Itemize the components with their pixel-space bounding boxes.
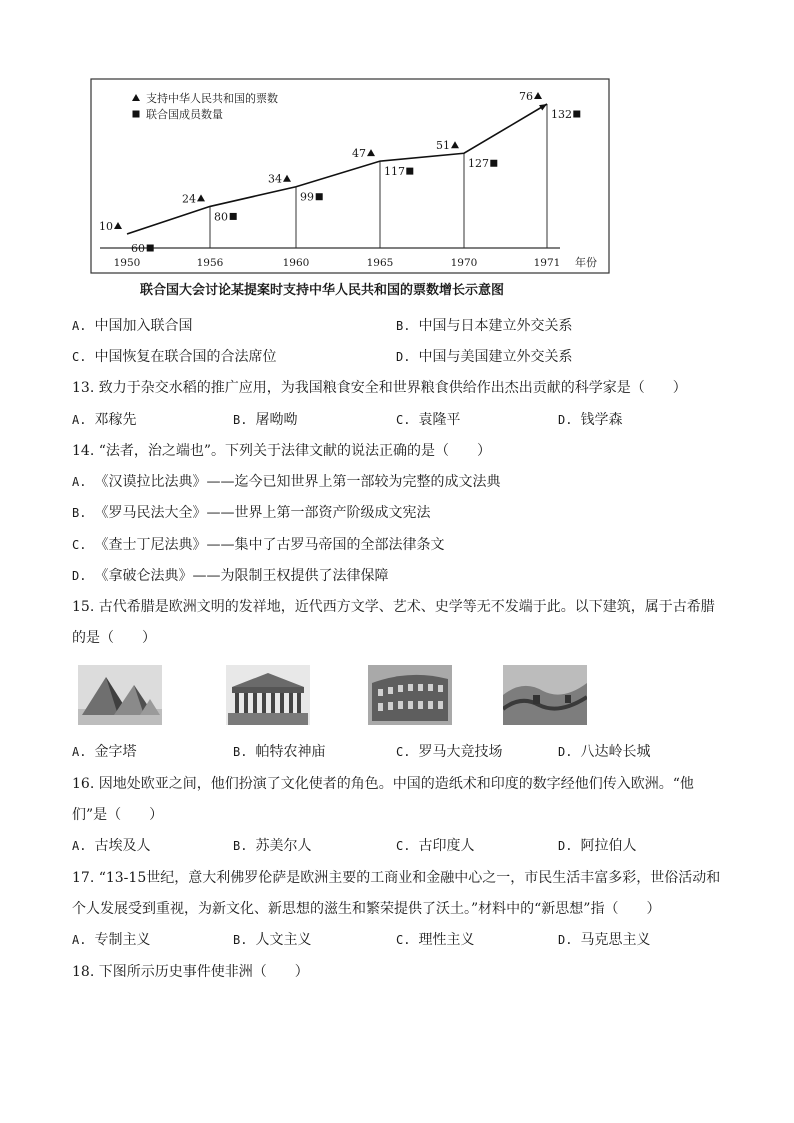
q17-stem-line-1: 17. “13-15世纪，意大利佛罗伦萨是欧洲主要的工商业和金融中心之一，市民生活丰富多彩，世俗活动和	[72, 870, 721, 886]
q12-option-b[interactable]: B. 中国与日本建立外交关系	[396, 318, 573, 334]
q15-option-b[interactable]: B. 帕特农神庙	[233, 744, 326, 760]
q15-stem-line-1: 15. 古代希腊是欧洲文明的发祥地，近代西方文学、艺术、史学等无不发端于此。以下建筑，属于古希腊	[72, 599, 715, 615]
q14-stem: 14. “法者，治之端也”。下列关于法律文献的说法正确的是（ ）	[72, 443, 492, 459]
q15-option-d[interactable]: D. 八达岭长城	[558, 744, 651, 760]
q12-option-d[interactable]: D. 中国与美国建立外交关系	[396, 349, 573, 365]
chart-caption: 联合国大会讨论某提案时支持中华人民共和国的票数增长示意图	[140, 283, 505, 298]
data-label-members: 127	[468, 157, 489, 171]
data-point-votes	[367, 149, 375, 156]
great-wall-photo	[503, 665, 587, 725]
q12-option-a[interactable]: A. 中国加入联合国	[72, 318, 193, 334]
data-label-members: 132	[551, 108, 572, 121]
legend-label-members: 联合国成员数量	[146, 108, 223, 121]
q17-option-a[interactable]: A. 专制主义	[72, 932, 151, 948]
q17-stem-line-2: 个人发展受到重视，为新文化、新思想的滋生和繁荣提供了沃土。”材料中的“新思想”指（ ）	[72, 901, 661, 917]
x-tick-label: 1950	[113, 257, 141, 269]
q16-stem-line-2: 们”是（ ）	[72, 807, 164, 823]
data-point-votes	[283, 175, 291, 182]
q15-stem-line-2: 的是（ ）	[72, 630, 156, 646]
data-label-members: 99	[300, 190, 314, 204]
q16-option-c[interactable]: C. 古印度人	[396, 838, 475, 854]
q13-option-d[interactable]: D. 钱学森	[558, 412, 623, 428]
q16-option-a[interactable]: A. 古埃及人	[72, 838, 151, 854]
q14-option-c[interactable]: C. 《查士丁尼法典》——集中了古罗马帝国的全部法律条文	[72, 537, 445, 553]
q17-option-c[interactable]: C. 理性主义	[396, 932, 475, 948]
q13-option-b[interactable]: B. 屠呦呦	[233, 412, 298, 428]
data-point-members	[490, 160, 497, 167]
data-point-votes	[534, 92, 542, 99]
parthenon-photo	[226, 665, 310, 725]
q12-option-c[interactable]: C. 中国恢复在联合国的合法席位	[72, 349, 277, 365]
x-axis-label: 年份	[575, 256, 597, 269]
data-point-votes	[197, 194, 205, 201]
legend-label-votes: 支持中华人民共和国的票数	[146, 92, 278, 105]
x-tick-label: 1956	[196, 257, 224, 269]
data-point-members	[147, 245, 154, 252]
x-tick-label: 1970	[450, 257, 478, 269]
q16-stem-line-1: 16. 因地处欧亚之间，他们扮演了文化使者的角色。中国的造纸术和印度的数字经他们传入欧洲。“他	[72, 776, 694, 792]
data-label-members: 60	[131, 242, 145, 255]
q13-option-a[interactable]: A. 邓稼先	[72, 412, 137, 428]
x-tick-label: 1960	[282, 257, 310, 269]
data-point-members	[406, 168, 413, 175]
data-point-members	[230, 213, 237, 220]
data-label-votes: 76	[519, 90, 533, 103]
data-point-votes	[114, 222, 122, 229]
data-label-members: 80	[214, 210, 228, 224]
x-tick-label: 1971	[533, 257, 561, 269]
data-label-members: 117	[384, 165, 405, 179]
colosseum-photo	[368, 665, 452, 725]
q16-option-b[interactable]: B. 苏美尔人	[233, 838, 312, 854]
q13-option-c[interactable]: C. 袁隆平	[396, 412, 461, 428]
q15-option-c[interactable]: C. 罗马大竞技场	[396, 744, 503, 760]
data-point-members	[573, 111, 580, 118]
data-label-votes: 47	[352, 147, 366, 161]
data-point-votes	[451, 141, 459, 148]
data-label-votes: 10	[99, 220, 113, 233]
q14-option-a[interactable]: A. 《汉谟拉比法典》——迄今已知世界上第一部较为完整的成文法典	[72, 474, 501, 490]
legend-square-marker	[133, 111, 140, 118]
q18-stem: 18. 下图所示历史事件使非洲（ ）	[72, 964, 309, 980]
data-label-votes: 51	[436, 139, 450, 153]
pyramids-photo	[78, 665, 162, 725]
q15-option-a[interactable]: A. 金字塔	[72, 744, 137, 760]
data-label-votes: 34	[268, 172, 282, 186]
q14-option-d[interactable]: D. 《拿破仑法典》——为限制王权提供了法律保障	[72, 568, 389, 584]
q17-option-b[interactable]: B. 人文主义	[233, 932, 312, 948]
legend-triangle-marker	[132, 94, 140, 101]
q14-option-b[interactable]: B. 《罗马民法大全》——世界上第一部资产阶级成文宪法	[72, 505, 431, 521]
vote-growth-chart	[90, 78, 610, 274]
q17-option-d[interactable]: D. 马克思主义	[558, 932, 651, 948]
data-label-votes: 24	[182, 192, 196, 206]
q16-option-d[interactable]: D. 阿拉伯人	[558, 838, 637, 854]
q13-stem: 13. 致力于杂交水稻的推广应用，为我国粮食安全和世界粮食供给作出杰出贡献的科学家是（ ）	[72, 380, 687, 396]
x-tick-label: 1965	[366, 257, 394, 269]
data-point-members	[316, 193, 323, 200]
